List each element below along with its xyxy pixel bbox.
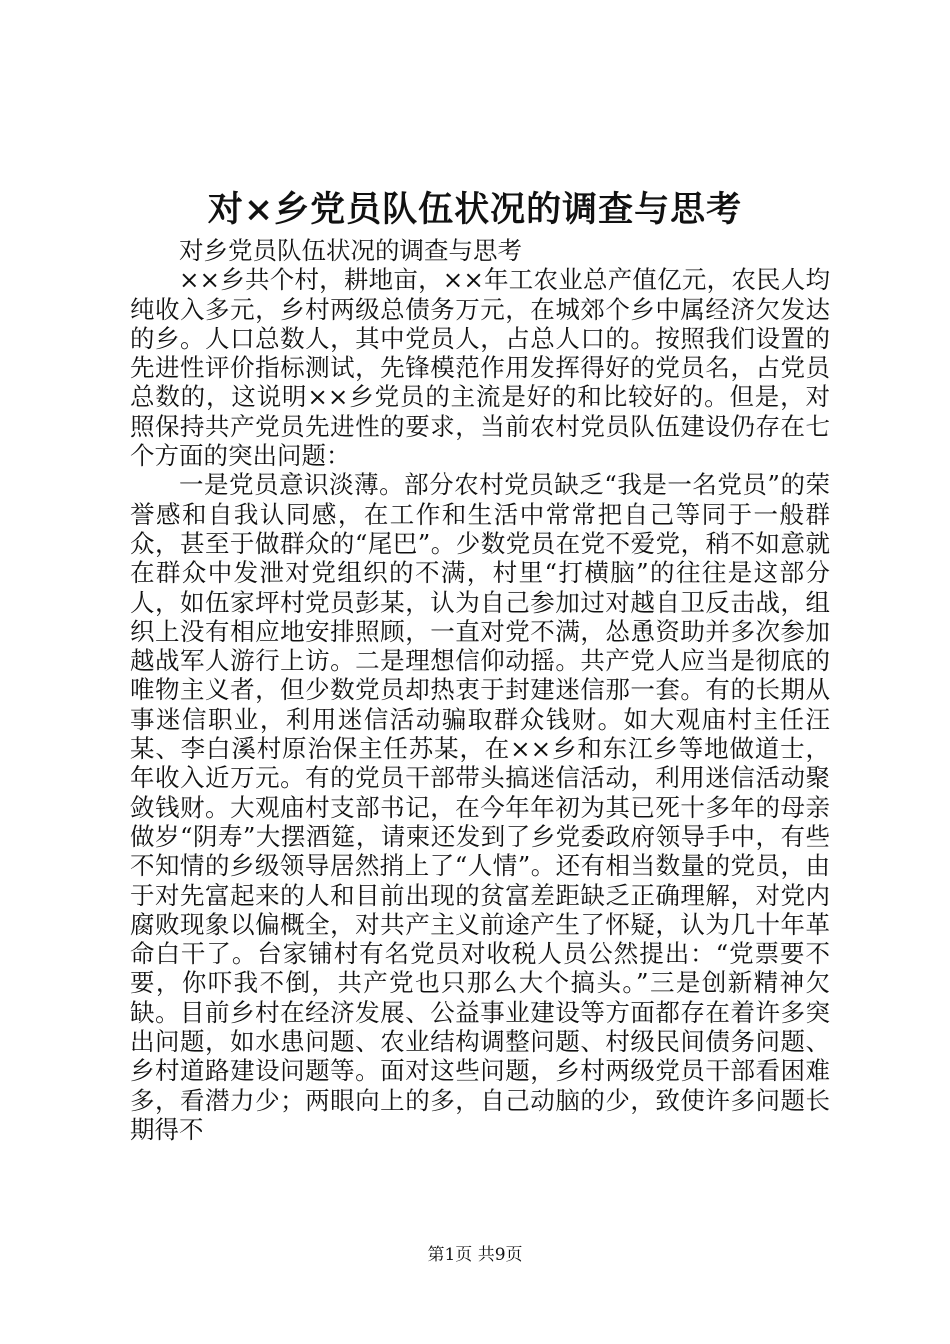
document-title: 对×乡党员队伍状况的调查与思考 bbox=[207, 189, 743, 230]
subtitle-paragraph: 对乡党员队伍状况的调查与思考 bbox=[179, 236, 522, 265]
intro-paragraph: ××乡共个村，耕地亩，××年工农业总产值亿元，农民人均纯收入多元，乡村两级总债务万元，在城郊个乡中属经济欠发达的乡。人口总数人，其中党员人，占总人口的。按照我们设置的先进性评价指标测试，先锋模范作用发挥得好的党员名，占党员总数的，这说明××乡党员的主流是好的和比较好的。但是，对照保持共产党员先进性的要求，当前农村党员队伍建设仍存在七个方面的突出问题： bbox=[130, 265, 830, 471]
document-body bbox=[130, 236, 830, 1144]
issues-paragraph: 一是党员意识淡薄。部分农村党员缺乏“我是一名党员”的荣誉感和自我认同感，在工作和生活中常常把自己等同于一般群众，甚至于做群众的“尾巴”。少数党员在党不爱党，稍不如意就在群众中发泄对党组织的不满，村里“打横脑”的往往是这部分人，如伍家坪村党员彭某，认为自己参加过对越自卫反击战，组织上没有相应地安排照顾，一直对党不满，怂恿资助并多次参加越战军人游行上访。二是理想信仰动摇。共产党人应当是彻底的唯物主义者，但少数党员却热衷于封建迷信那一套。有的长期从事迷信职业，利用迷信活动骗取群众钱财。如大观庙村主任汪某、李白溪村原治保主任苏某，在××乡和东江乡等地做道士，年收入近万元。有的党员干部带头搞迷信活动，利用迷信活动聚敛钱财。大观庙村支部书记，在今年年初为其已死十多年的母亲做岁“阴寿”大摆酒筵，请柬还发到了乡党委政府领导手中，有些不知情的乡级领导居然捎上了“人情”。还有相当数量的党员，由于对先富起来的人和目前出现的贫富差距缺乏正确理解，对党内腐败现象以偏概全，对共产主义前途产生了怀疑，认为几十年革命白干了。台家铺村有名党员对收税人员公然提出：“党票要不要，你吓我不倒，共产党也只那么大个搞头。”三是创新精神欠缺。目前乡村在经济发展、公益事业建设等方面都存在着许多突出问题，如水患问题、农业结构调整问题、村级民间债务问题、乡村道路建设问题等。面对这些问题，乡村两级党员干部看困难多，看潜力少；两眼向上的多，自己动脑的少，致使许多问题长期得不 bbox=[130, 470, 830, 1144]
page-number: 第1页 共9页 bbox=[427, 1245, 523, 1265]
